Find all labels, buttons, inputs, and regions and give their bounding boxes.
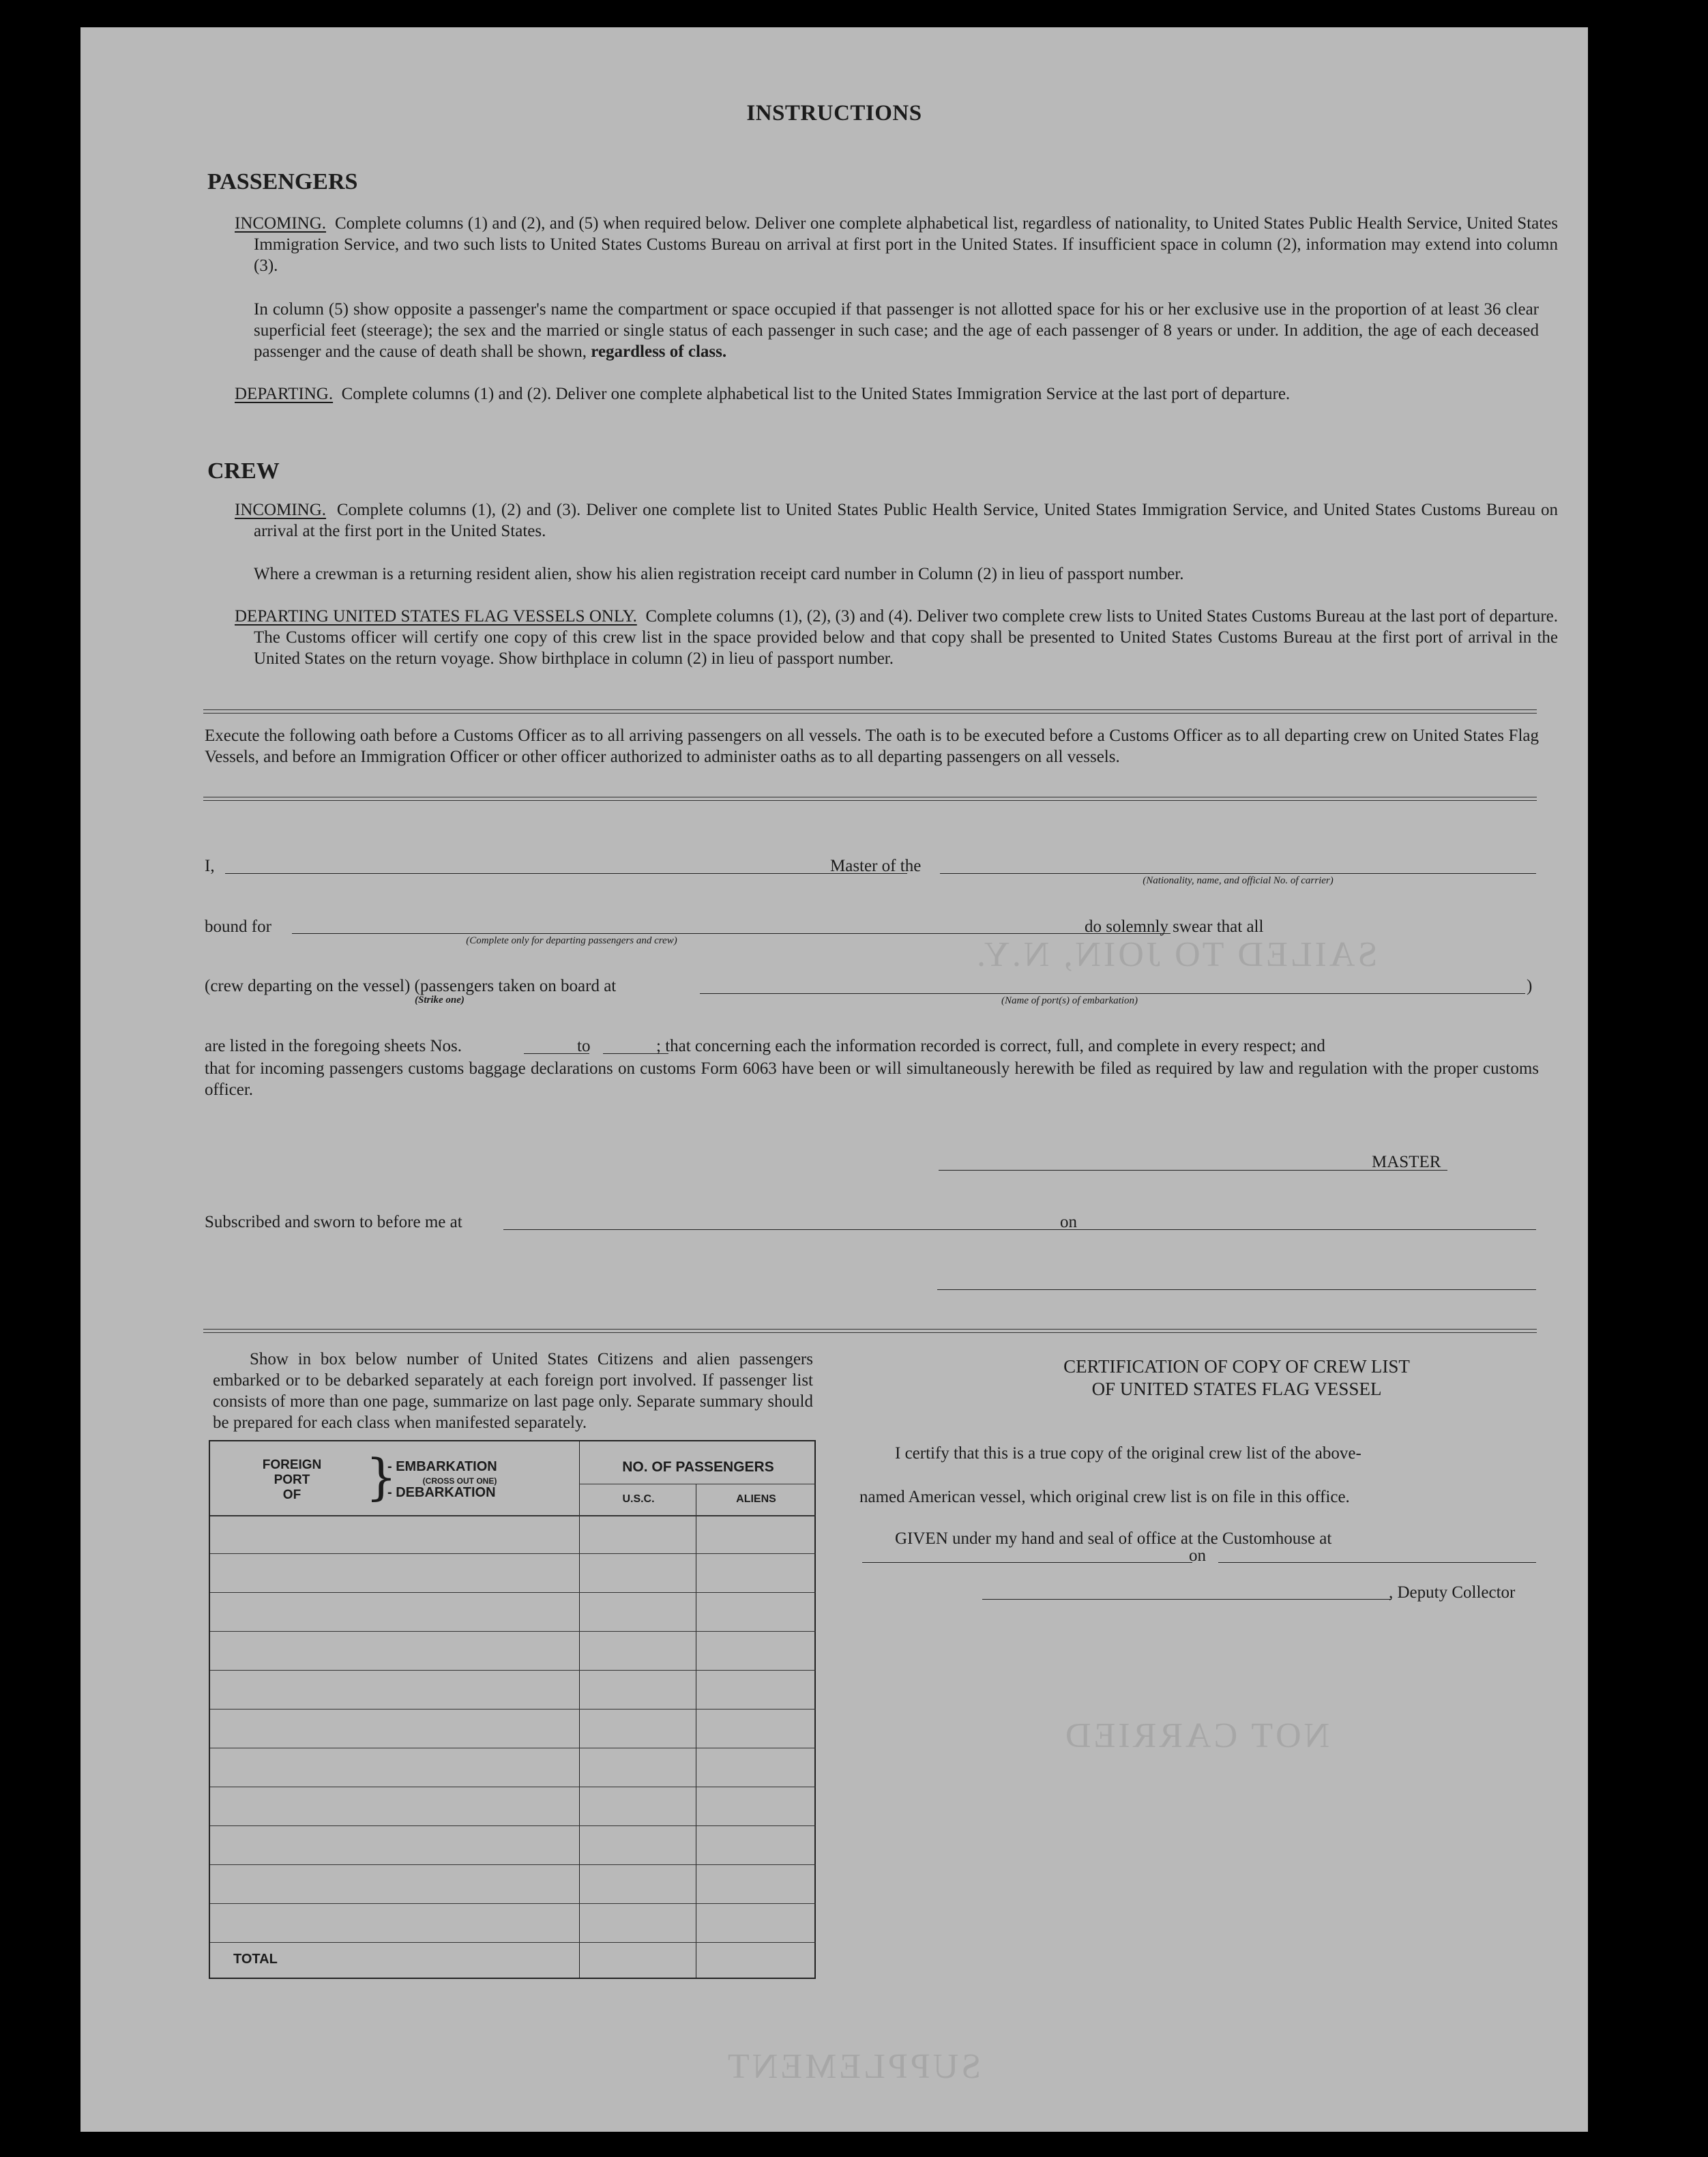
bound-for-line[interactable] — [292, 933, 1170, 934]
strike-one-caption: (Strike one) — [415, 995, 465, 1006]
customhouse-line[interactable] — [862, 1562, 1192, 1563]
bleed-through-supplement: SUPPLEMENT — [725, 2047, 982, 2086]
listed-sheets-a: are listed in the foregoing sheets Nos. — [205, 1037, 462, 1055]
given-line: GIVEN under my hand and seal of office at the Customhouse at — [895, 1529, 1332, 1548]
certify-line-2: named American vessel, which original crew list is on file in this office. — [859, 1488, 1350, 1506]
foreign-port-of-line-1: FOREIGN — [262, 1458, 322, 1472]
crew-departing-label: DEPARTING UNITED STATES FLAG VESSELS ONLY. — [235, 607, 637, 626]
summary-instructions-text: Show in box below number of United States Citizens and alien passengers embarked or to be debarked separately at each foreign port involved. If passenger list consists of more than one page, summarize on last page only. Separate summary should be prepared for each class when manifested separately. — [213, 1350, 813, 1432]
debarkation-header: - DEBARKATION — [387, 1485, 496, 1500]
listed-rest-paragraph — [205, 1058, 1539, 1100]
passengers-column5-paragraph — [254, 299, 1539, 362]
master-of-label: Master of the — [830, 857, 922, 875]
double-rule-2 — [203, 797, 1537, 801]
listed-sheets-b: ; that concerning each the information recorded is correct, full, and complete in every respect; and — [656, 1037, 1325, 1055]
certification-on-label: on — [1189, 1546, 1206, 1565]
crew-incoming-text: Complete columns (1), (2) and (3). Deliver one complete list to United States Public Health Service, United States Immigration Service, and United States Customs Bureau on arrival at the first port in the United States. — [254, 501, 1558, 540]
table-row-line — [210, 1709, 816, 1710]
passengers-column5-text: In column (5) show opposite a passenger's name the compartment or space occupied if that passenger is not allotted space for his or her exclusive use in the proportion of at least 36 clear superficial feet (steerage); the sex and the married or single status of each passenger in such case; and the age of each passenger of 8 years or under. In addition, the age of each deceased passenger and the cause of death shall be shown, — [254, 300, 1539, 361]
bleed-through-sailed: SAILED TO JOIN, N.Y. — [974, 935, 1378, 974]
crew-departing-text: Complete columns (1), (2), (3) and (4). Deliver two complete crew lists to United States Customs Bureau at the last port of departure. The Customs officer will certify one copy of this crew list in the space provided below and that copy shall be presented to United States Customs Bureau at the first port of arrival in the United States on the return voyage. Show birthplace in column (2) in lieu of passport number. — [254, 607, 1559, 668]
deputy-collector-label: , Deputy Collector — [1389, 1583, 1516, 1602]
master-label: MASTER — [1372, 1153, 1441, 1171]
certification-on-line[interactable] — [1218, 1562, 1536, 1563]
passengers-incoming-paragraph — [235, 213, 1558, 276]
subscribed-on-line[interactable] — [1090, 1229, 1536, 1230]
passenger-summary-table — [209, 1440, 816, 1979]
document-page — [80, 27, 1588, 2132]
crew-departing-label-oath: (crew departing on the vessel) (passengers taken on board at — [205, 977, 617, 995]
summary-instructions-paragraph — [213, 1349, 813, 1433]
bound-for-caption: (Complete only for departing passengers and crew) — [466, 935, 677, 946]
table-vline-port — [579, 1441, 580, 1979]
table-header-bottom — [210, 1515, 816, 1516]
embarkation-port-line[interactable] — [700, 993, 1525, 994]
deputy-collector-line[interactable] — [982, 1599, 1392, 1600]
table-row-line — [210, 1631, 816, 1632]
passengers-departing-label: DEPARTING. — [235, 385, 334, 403]
close-paren: ) — [1527, 977, 1533, 995]
crew-incoming-label: INCOMING. — [235, 501, 327, 519]
crew-heading: CREW — [207, 458, 280, 484]
carrier-caption: (Nationality, name, and official No. of carrier) — [1143, 875, 1334, 886]
passengers-column5-bold: regardless of class. — [591, 342, 727, 361]
crew-incoming-paragraph — [235, 499, 1558, 542]
passengers-incoming-text: Complete columns (1) and (2), and (5) when required below. Deliver one complete alphabetical list, regardless of nationality, to United States Public Health Service, United States Immigration Service, and two such lists to United States Customs Bureau on arrival at first port in the United States. If insufficient space in column (2), information may extend into column (3). — [254, 214, 1559, 275]
table-row-line — [210, 1592, 816, 1593]
brace-icon: } — [366, 1448, 397, 1506]
bound-for-label: bound for — [205, 918, 271, 936]
certify-line-1: I certify that this is a true copy of the original crew list of the above- — [895, 1444, 1361, 1463]
swear-label: do solemnly swear that all — [1085, 918, 1264, 936]
listed-rest-text: that for incoming passengers customs baggage declarations on customs Form 6063 have been or will simultaneously herewith be filed as required by law and regulation with the proper customs officer. — [205, 1059, 1539, 1099]
passengers-heading: PASSENGERS — [207, 169, 358, 194]
crew-resident-paragraph — [254, 563, 1539, 585]
embarkation-header: - EMBARKATION — [387, 1459, 497, 1474]
usc-header: U.S.C. — [622, 1493, 655, 1505]
double-rule-1 — [203, 709, 1537, 714]
officer-signature-line[interactable] — [937, 1289, 1536, 1290]
table-row-line — [210, 1825, 816, 1826]
table-row-line — [210, 1903, 816, 1904]
oath-instruction-text: Execute the following oath before a Customs Officer as to all arriving passengers on all vessels. The oath is to be executed before a Customs Officer as to all departing crew on United States Flag Vessels, and before an Immigration Officer or other officer authorized to administer oaths as to all departing passengers on all vessels. — [205, 727, 1539, 766]
total-label: TOTAL — [233, 1952, 278, 1967]
embarkation-port-caption: (Name of port(s) of embarkation) — [1001, 995, 1138, 1006]
no-of-passengers-header: NO. OF PASSENGERS — [622, 1459, 774, 1475]
foreign-port-of-line-3: OF — [282, 1488, 301, 1502]
subscribed-label: Subscribed and sworn to before me at — [205, 1213, 462, 1231]
table-row-line — [210, 1553, 816, 1554]
oath-i-label: I, — [205, 857, 215, 875]
certification-title-1: CERTIFICATION OF COPY OF CREW LIST — [1063, 1356, 1410, 1377]
passengers-incoming-label: INCOMING. — [235, 214, 327, 233]
passengers-departing-paragraph — [235, 383, 1558, 405]
foreign-port-of-line-2: PORT — [274, 1473, 310, 1487]
crew-departing-paragraph — [235, 606, 1558, 669]
double-rule-3 — [203, 1329, 1537, 1333]
cross-out-caption: (CROSS OUT ONE) — [422, 1476, 497, 1486]
aliens-header: ALIENS — [736, 1493, 776, 1505]
table-row-line — [210, 1864, 816, 1865]
listed-to: to — [577, 1037, 591, 1055]
crew-resident-text: Where a crewman is a returning resident alien, show his alien registration receipt card number in Column (2) in lieu of passport number. — [254, 565, 1184, 583]
master-name-line[interactable] — [225, 873, 907, 874]
oath-instruction-paragraph — [205, 725, 1539, 767]
table-row-line — [210, 1670, 816, 1671]
certification-title-2: OF UNITED STATES FLAG VESSEL — [1091, 1379, 1382, 1399]
bleed-through-not-carried: NOT CARRIED — [1063, 1716, 1330, 1755]
subscribed-at-line[interactable] — [503, 1229, 1131, 1230]
page-title: INSTRUCTIONS — [746, 101, 922, 126]
carrier-line[interactable] — [940, 873, 1536, 874]
passengers-departing-text: Complete columns (1) and (2). Deliver one complete alphabetical list to the United States Immigration Service at the last port of departure. — [341, 385, 1291, 403]
table-row-line — [210, 1942, 816, 1943]
subscribed-on-label: on — [1060, 1213, 1077, 1231]
